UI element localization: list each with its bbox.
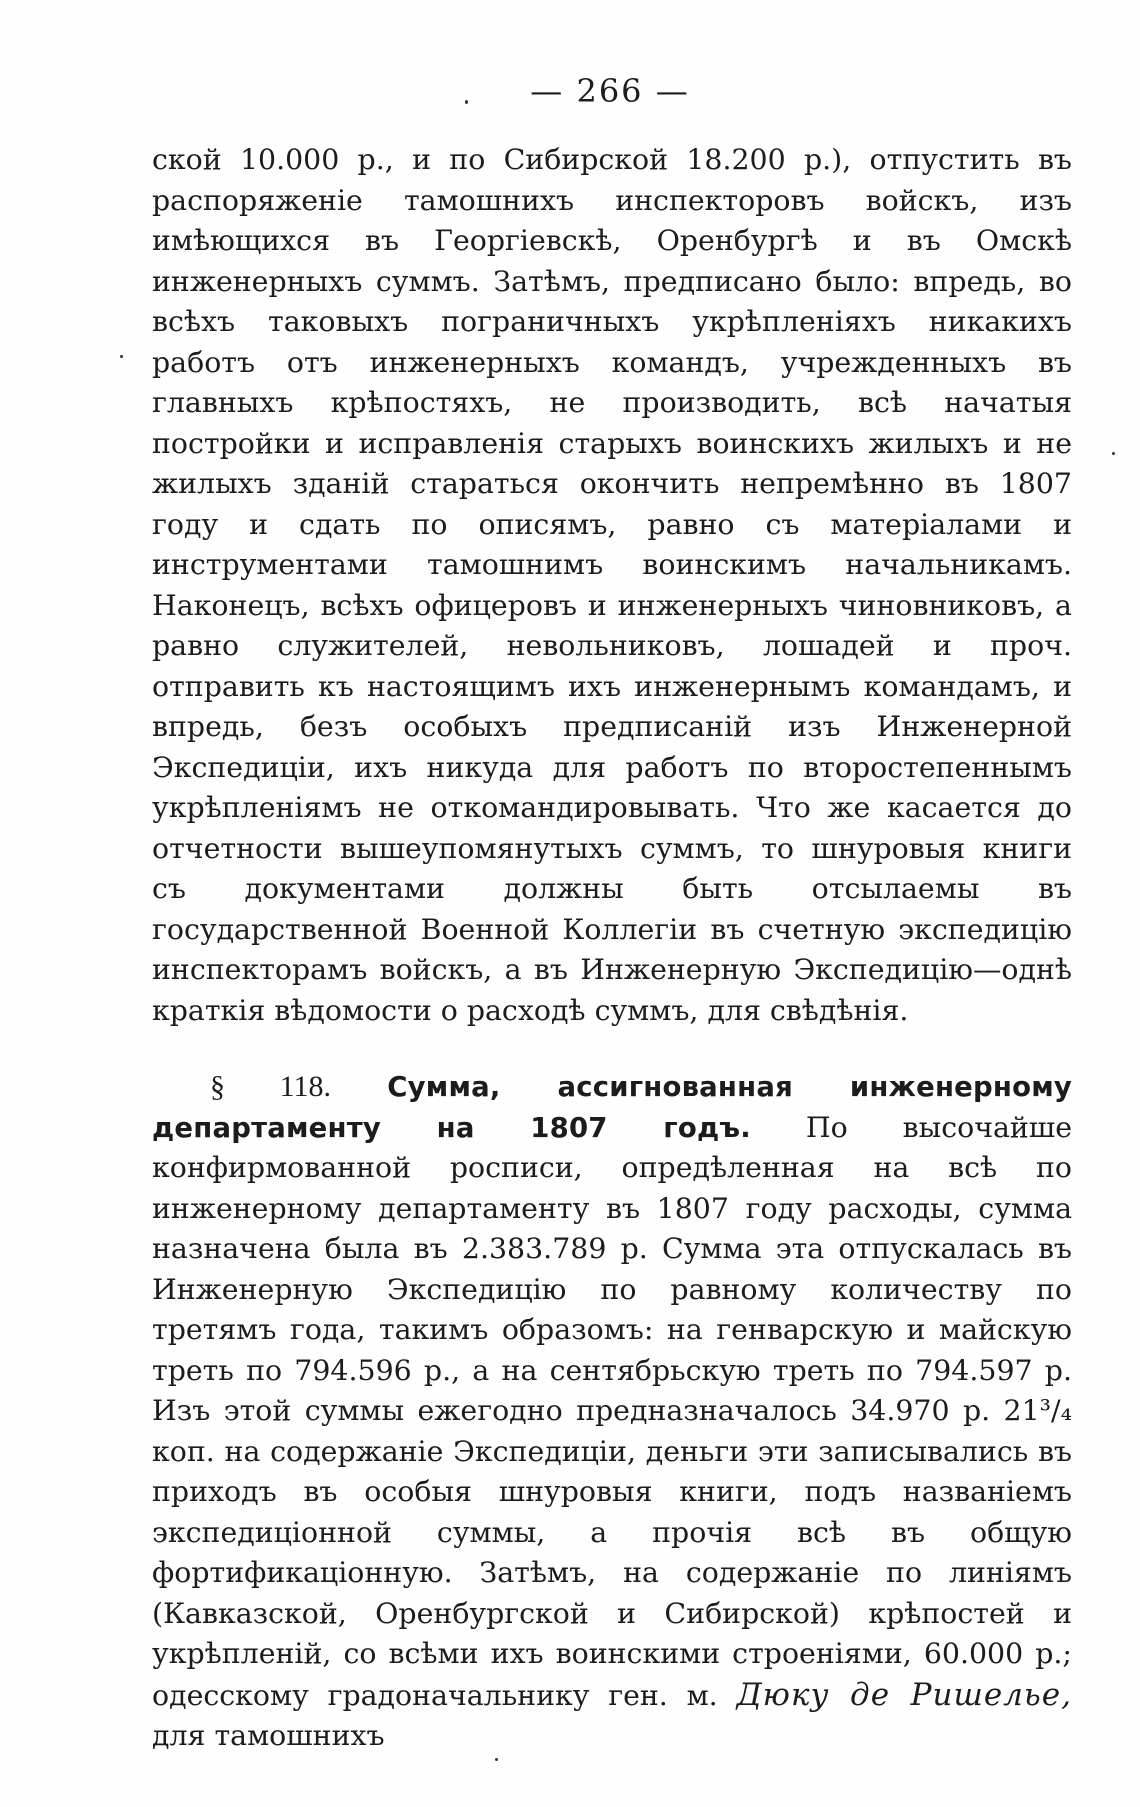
paragraph-section-118	[152, 1067, 1072, 1757]
person-name: Дюку де Ришелье,	[736, 1676, 1072, 1713]
scan-speck	[495, 1758, 498, 1761]
section-sign: § 118.	[210, 1070, 332, 1103]
section-text: По высочайше конфирмованной росписи, опредѣленная на всѣ по инженерному департаменту въ 1807 году расходы, сумма назначена была въ 2.383.789 р. Сумма эта отпускалась въ Инженерную Экспедицію по равному количеству по третямъ года, такимъ образомъ: на генварскую и майскую треть по 794.596 р., а на сентябрьскую треть по 794.597 р. Изъ этой суммы ежегодно предназначалось 34.970 р. 21³/₄ коп. на содержаніе Экспедиціи, деньги эти записывались въ приходъ въ особыя шнуровыя книги, подъ названіемъ экспедиціонной суммы, а прочія всѣ въ общую фортификаціонную. Затѣмъ, на содержаніе по линіямъ (Кавказской, Оренбургской и Сибирской) крѣпостей и укрѣпленій, со всѣми ихъ воинскими строеніями, 60.000 р.; одесскому градоначальнику ген. м.	[152, 1110, 1073, 1712]
scan-speck	[120, 355, 123, 358]
scan-speck	[465, 100, 468, 104]
section-heading: Сумма, ассигнованная инженерному департаменту на 1807 годъ.	[152, 1071, 1073, 1144]
paragraph-continued: ской 10.000 р., и по Сибирской 18.200 р.), отпустить въ распоряженіе тамошнихъ инспекторовъ войскъ, изъ имѣющихся въ Георгіевскѣ, Оренбургѣ и въ Омскѣ инженерныхъ суммъ. Затѣмъ, предписано было: впредь, во всѣхъ таковыхъ пограничныхъ укрѣпленіяхъ никакихъ работъ отъ инженерныхъ командъ, учрежденныхъ въ главныхъ крѣпостяхъ, не производить, всѣ начатыя постройки и исправленія старыхъ воинскихъ жилыхъ и не жилыхъ зданій стараться окончить непремѣнно въ 1807 году и сдать по описямъ, равно съ матеріалами и инструментами тамошнимъ воинскимъ начальникамъ. Наконецъ, всѣхъ офицеровъ и инженерныхъ чиновниковъ, а равно служителей, невольниковъ, лошадей и проч. отправить къ настоящимъ ихъ инженернымъ командамъ, и впредь, безъ особыхъ предписаній изъ Инженерной Экспедиціи, ихъ никуда для работъ по второстепеннымъ укрѣпленіямъ не откомандировывать. Что же касается до отчетности вышеупомянутыхъ суммъ, то шнуровыя книги съ документами должны быть отсылаемы въ государственной Военной Коллегіи въ счетную экспедицію инспекторамъ войскъ, а въ Инженерную Экспедицію—однѣ краткія вѣдомости о расходѣ суммъ, для свѣдѣнія.	[152, 143, 1072, 1027]
section-text-end: для тамошнихъ	[152, 1719, 385, 1752]
page-body	[152, 140, 1072, 1757]
page-number: — 266 —	[530, 72, 690, 110]
scan-speck	[1112, 452, 1115, 455]
